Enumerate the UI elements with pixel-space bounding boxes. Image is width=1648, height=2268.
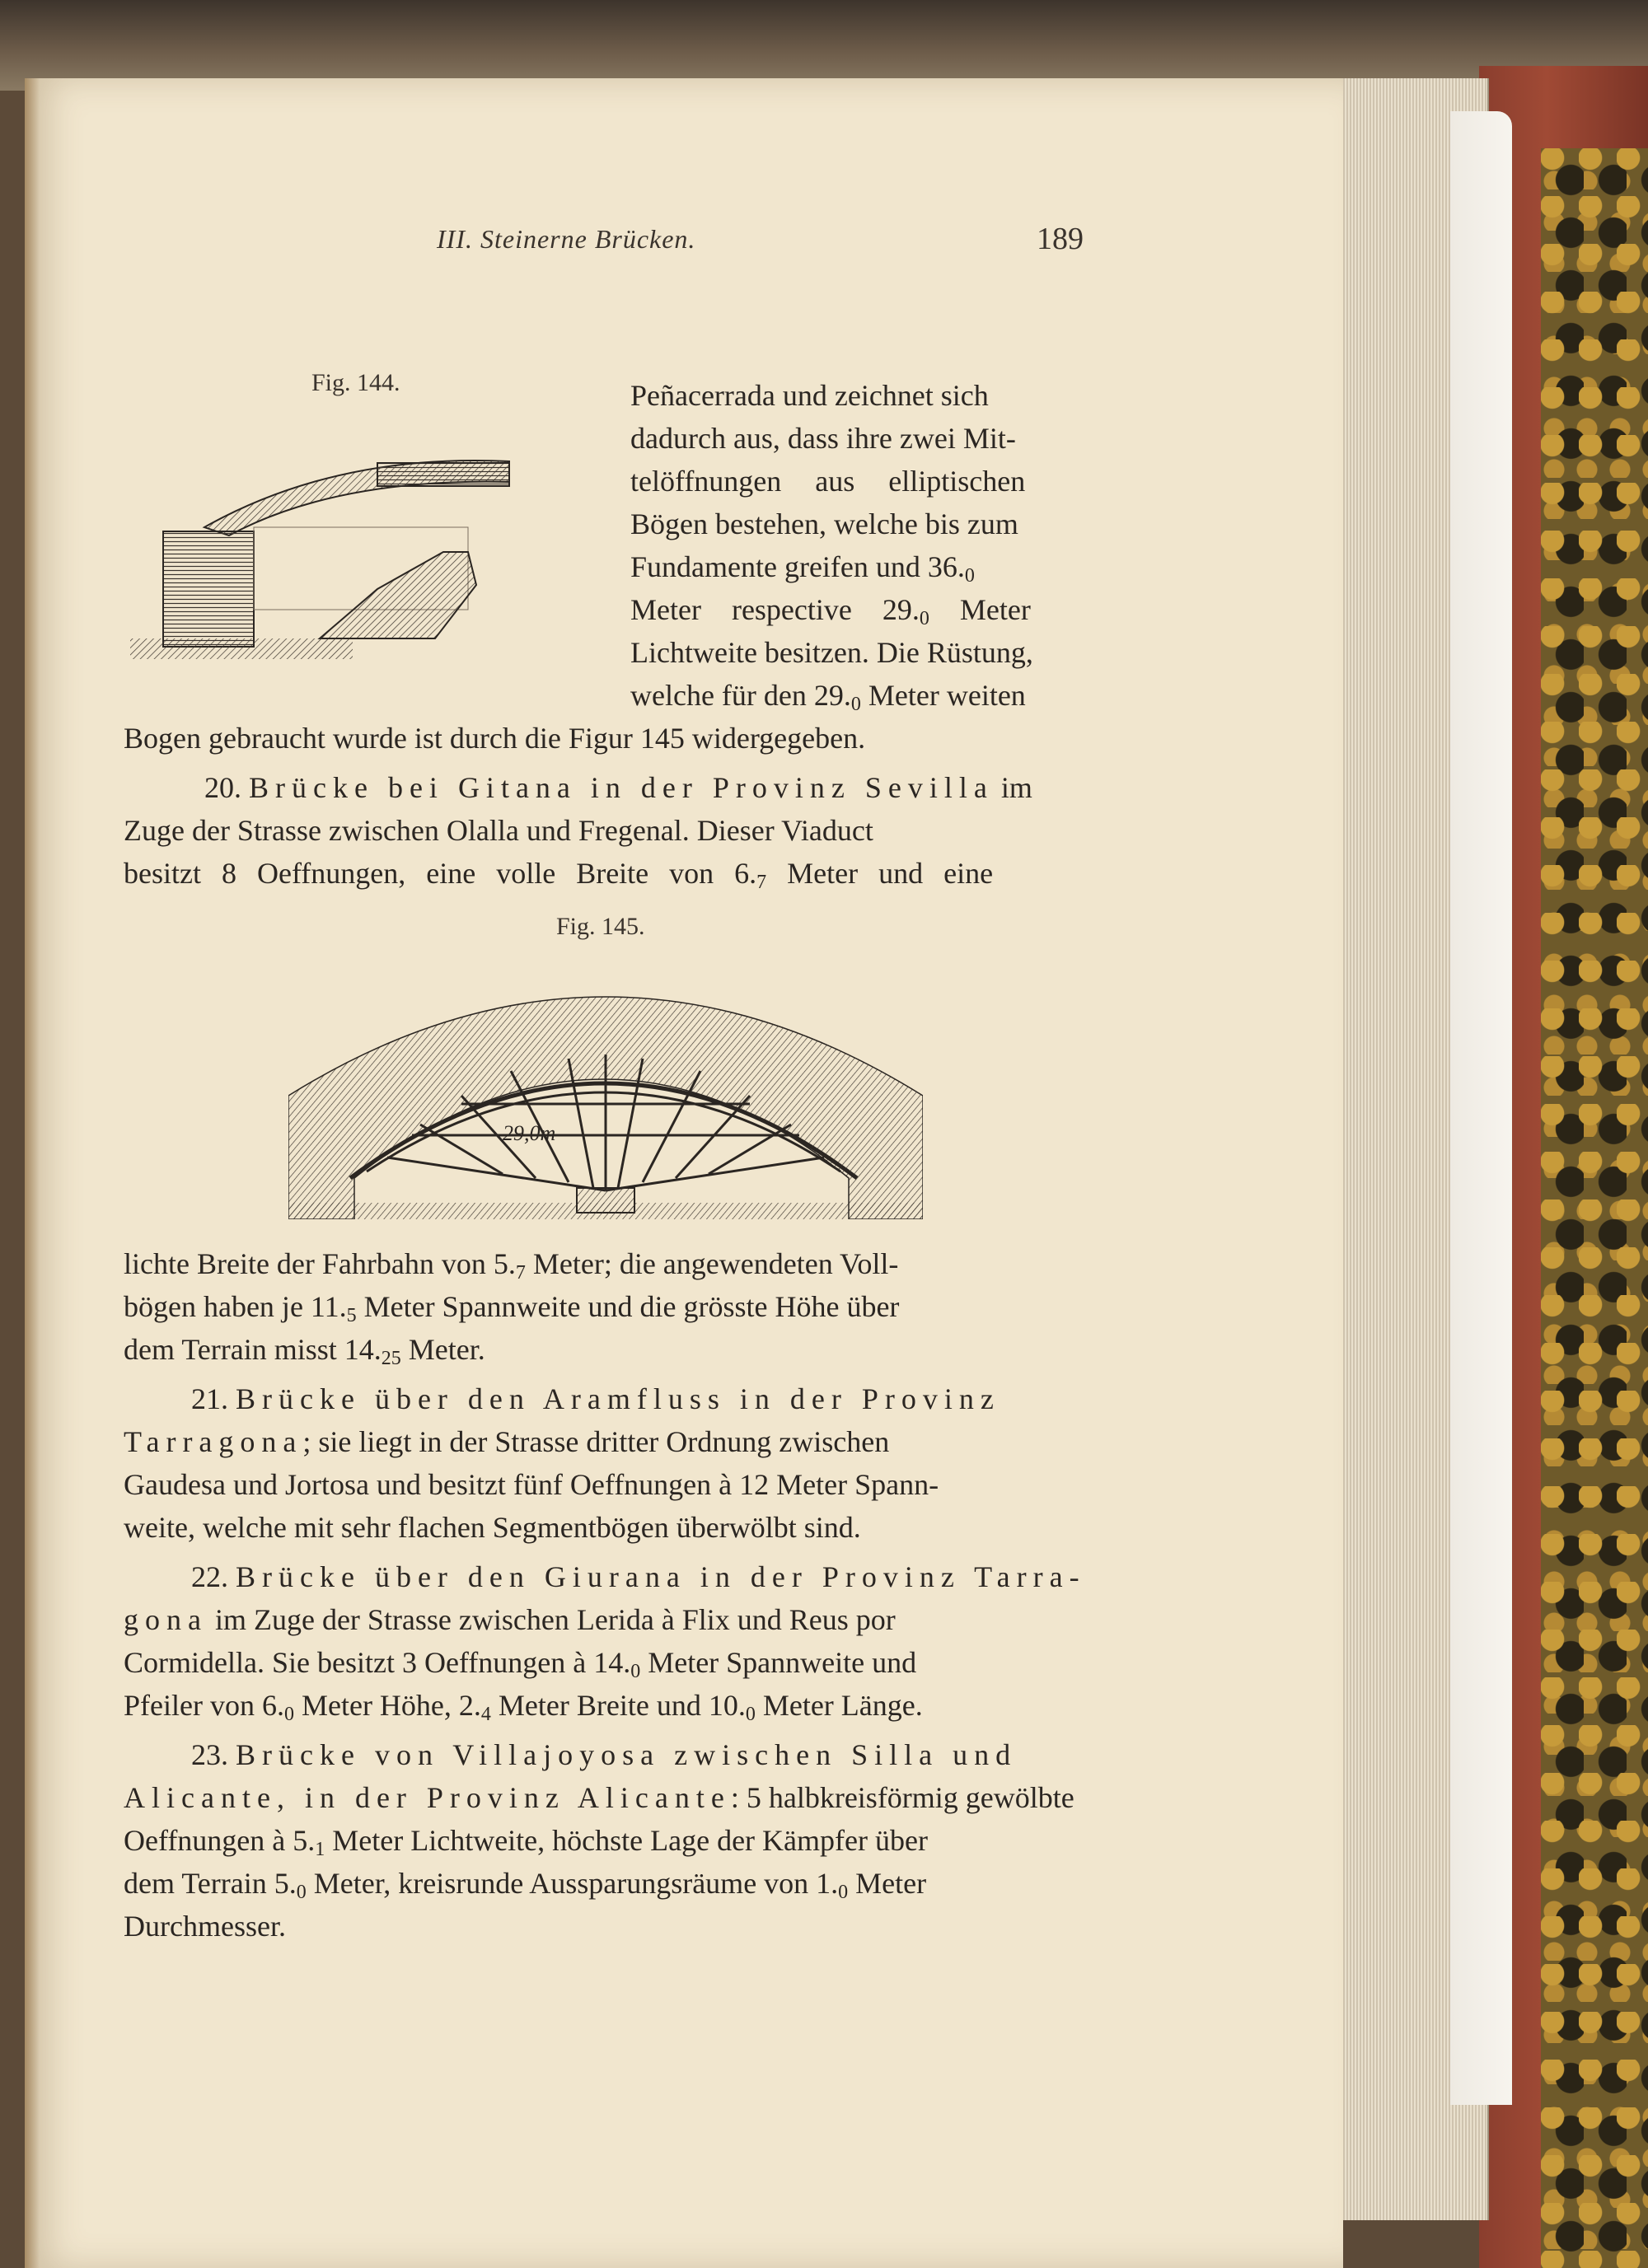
para19-line5-sub: 0 — [964, 565, 975, 587]
para21-line2-tail: ; sie liegt in der Strasse dritter Ordnung zwischen — [302, 1425, 890, 1458]
para19-line6-sub: 0 — [919, 608, 929, 629]
para22-number: 22. — [191, 1560, 228, 1593]
para22-line4-sub: 0 — [283, 1704, 294, 1725]
para23-line4-a: dem Terrain 5. — [124, 1867, 297, 1900]
para20-line5-sub: 5 — [346, 1305, 357, 1326]
para22-line2-tail: im Zuge der Strasse zwischen Lerida à Flix und Reus por — [214, 1603, 896, 1636]
gutter-shadow — [25, 78, 40, 2268]
para19-line7: Lichtweite besitzen. Die Rüstung, — [630, 636, 1033, 669]
para21-line3: Gaudesa und Jortosa und besitzt fünf Oeffnungen à 12 Meter Spann- — [124, 1468, 939, 1501]
para23-number: 23. — [191, 1738, 228, 1771]
para23-line3-b: Meter Lichtweite, höchste Lage der Kämpfer über — [332, 1824, 928, 1857]
para20-line1 — [204, 766, 1032, 809]
para23-title: Brücke von Villajoyosa zwischen Silla und — [236, 1738, 1018, 1771]
para21-title-b: Tarragona — [124, 1425, 303, 1458]
para19-line8-tail: Meter weiten — [868, 679, 1026, 712]
para22-title: Brücke über den Giurana in der Provinz Tarra- — [236, 1560, 1086, 1593]
para20-line3-sub: 7 — [756, 872, 767, 893]
para20-line2: Zuge der Strasse zwischen Olalla und Fregenal. Dieser Viaduct — [124, 814, 873, 847]
para20-line3-a: besitzt 8 Oeffnungen, eine volle Breite von 6. — [124, 857, 757, 890]
para23-line4-c: Meter — [855, 1867, 927, 1900]
para22-line1 — [191, 1555, 1086, 1598]
book-binding-top — [0, 0, 1648, 91]
para19-line8-sub: 0 — [850, 694, 861, 715]
para20-line3 — [124, 852, 993, 904]
marbled-endpaper — [1541, 148, 1648, 2268]
para19-line5-text: Fundamente greifen und 36. — [630, 550, 965, 583]
para23-line4-sub: 0 — [296, 1882, 307, 1903]
fig145-caption: Fig. 145. — [556, 913, 645, 940]
para20-line6-b: Meter. — [408, 1333, 485, 1366]
para20-line5-a: bögen haben je 11. — [124, 1290, 347, 1323]
para20-number: 20. — [204, 771, 241, 804]
para20-line3-b: Meter und eine — [787, 857, 994, 890]
para22-line2 — [124, 1598, 896, 1641]
para20-line1-tail: im — [1000, 771, 1032, 804]
fig144-caption: Fig. 144. — [311, 369, 400, 396]
para19-line4: Bögen bestehen, welche bis zum — [630, 507, 1018, 540]
para21-line2 — [124, 1420, 889, 1463]
page-number: 189 — [1037, 222, 1084, 256]
para22-line3-a: Cormidella. Sie besitzt 3 Oeffnungen à 14. — [124, 1646, 631, 1679]
fig145-span-label: 29,0m — [503, 1121, 556, 1145]
para19-line6-text: Meter respective 29. — [630, 593, 920, 626]
para23-line4-b: Meter, kreisrunde Aussparungsräume von 1. — [313, 1867, 839, 1900]
para23-line5: Durchmesser. — [124, 1910, 286, 1943]
para23-line2-tail: : 5 halbkreisförmig gewölbte — [730, 1781, 1074, 1814]
para20-line4-b: Meter; die angewendeten Voll- — [532, 1247, 899, 1280]
para22-line4-a: Pfeiler von 6. — [124, 1689, 284, 1722]
para22-line4-d: Meter Länge. — [762, 1689, 923, 1722]
flyleaf — [1450, 111, 1512, 2105]
para19-line3: telöffnungen aus elliptischen — [630, 465, 1026, 498]
para19-line9: Bogen gebraucht wurde ist durch die Figur 145 widergegeben. — [124, 722, 866, 755]
para23-line3-a: Oeffnungen à 5. — [124, 1824, 316, 1857]
para20-title: Brücke bei Gitana in der Provinz Sevilla — [249, 771, 994, 804]
para23-title-b: Alicante, in der Provinz Alicante — [124, 1781, 731, 1814]
para23-line3-sub: 1 — [315, 1839, 325, 1860]
para21-number: 21. — [191, 1382, 228, 1415]
para20-line6-sub: 25 — [381, 1348, 401, 1369]
para22-line4-sub3: 0 — [745, 1704, 756, 1725]
para19-line6-tail: Meter — [959, 593, 1031, 626]
fig144-illustration — [130, 445, 592, 667]
para22-line3-sub: 0 — [630, 1661, 641, 1682]
para22-line4 — [124, 1684, 923, 1736]
para22-line3-b: Meter Spannweite und — [648, 1646, 917, 1679]
para22-title-b: gona — [124, 1603, 208, 1636]
para22-line4-b: Meter Höhe, 2. — [301, 1689, 481, 1722]
para20-line4-sub: 7 — [515, 1262, 526, 1284]
para22-line4-c: Meter Breite und 10. — [498, 1689, 746, 1722]
para20-line5-b: Meter Spannweite und die grösste Höhe über — [363, 1290, 900, 1323]
para20-line6 — [124, 1328, 485, 1380]
para21-title: Brücke über den Aramfluss in der Provinz — [236, 1382, 1000, 1415]
para23-line2 — [124, 1776, 1074, 1819]
para19-line1: Peñacerrada und zeichnet sich — [630, 379, 989, 412]
para23-line4-sub2: 0 — [838, 1882, 849, 1903]
para23-line1 — [191, 1733, 1017, 1776]
para19-line8-text: welche für den 29. — [630, 679, 851, 712]
running-head: III. Steinerne Brücken. — [437, 224, 696, 254]
para22-line4-sub2: 4 — [480, 1704, 491, 1725]
para21-line4: weite, welche mit sehr flachen Segmentbögen überwölbt sind. — [124, 1511, 861, 1544]
para20-line4-a: lichte Breite der Fahrbahn von 5. — [124, 1247, 516, 1280]
para21-line1 — [191, 1377, 1000, 1420]
fig145-illustration — [288, 956, 923, 1219]
para20-line6-a: dem Terrain misst 14. — [124, 1333, 382, 1366]
para19-line2: dadurch aus, dass ihre zwei Mit- — [630, 422, 1016, 455]
